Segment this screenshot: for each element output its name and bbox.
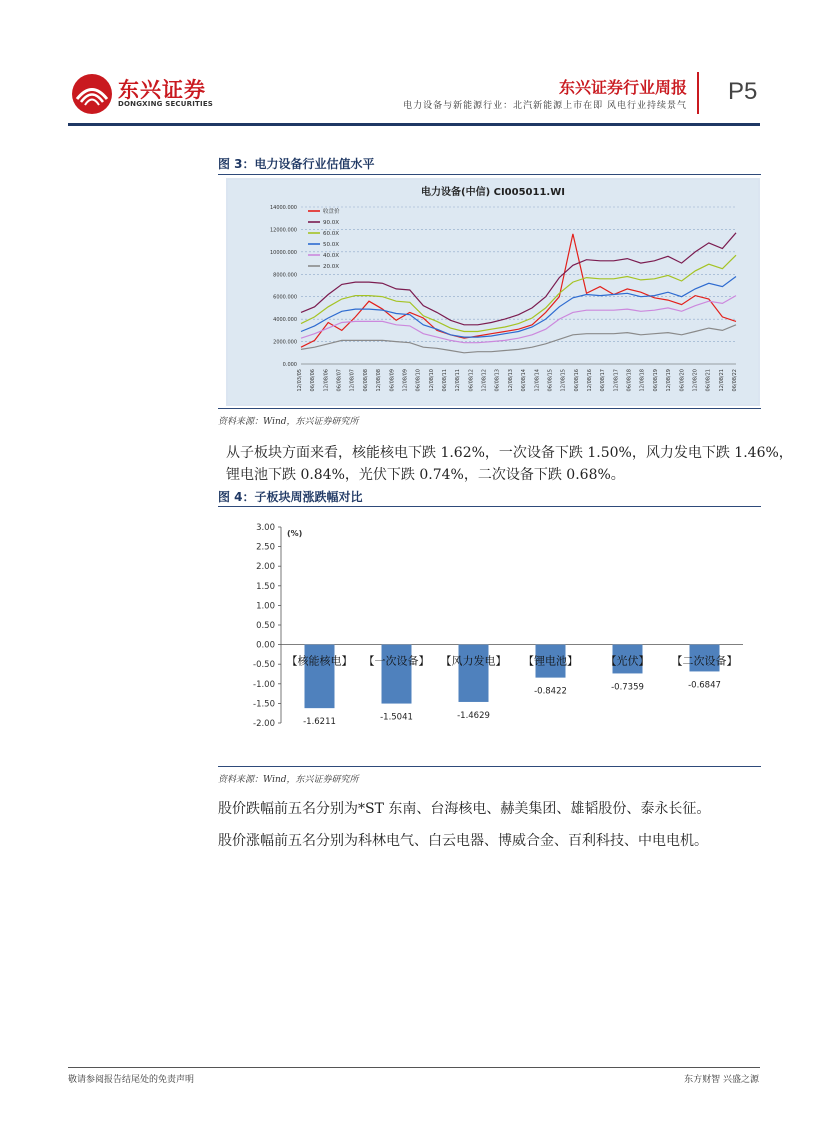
x-tick-label: 12/08/10: [428, 369, 435, 392]
category-label: 【核能核电】: [286, 654, 353, 668]
header-divider: [697, 72, 699, 114]
data-label: -0.6847: [688, 680, 721, 691]
logo-chinese-name: 东兴证券: [118, 78, 206, 102]
x-tick-label: 06/08/16: [573, 369, 580, 392]
unit-label: (%): [287, 529, 303, 538]
x-tick-label: 12/08/09: [402, 369, 409, 392]
y-tick-label: 0.00: [256, 640, 275, 651]
x-tick-label: 06/08/18: [626, 369, 633, 392]
x-tick-label: 12/08/06: [323, 369, 330, 392]
x-tick-label: 12/08/20: [692, 369, 699, 392]
figure4-caption: 图 4：子板块周涨跌幅对比: [218, 490, 363, 504]
data-label: -0.7359: [611, 682, 644, 693]
paragraph2: 股价跌幅前五名分别为*ST 东南、台海核电、赫美集团、雄韬股份、泰永长征。: [218, 801, 711, 817]
x-tick-label: 06/08/13: [494, 369, 501, 392]
paragraph1-line1: 从子板块方面来看，核能核电下跌 1.62%，一次设备下跌 1.50%，风力发电下跌 1.46%，: [226, 445, 793, 461]
x-tick-label: 12/08/17: [613, 369, 620, 392]
x-tick-label: 06/08/17: [600, 369, 607, 392]
dongxing-logo-icon: [70, 72, 114, 116]
y-tick-label: 0.50: [256, 621, 275, 631]
x-tick-label: 12/08/16: [587, 369, 593, 392]
bar-1: [382, 645, 412, 704]
y-tick-label: 0.000: [282, 362, 297, 368]
x-tick-label: 06/08/14: [521, 369, 528, 392]
x-tick-label: 12/08/15: [560, 369, 567, 392]
x-tick-label: 12/08/14: [534, 369, 541, 392]
x-tick-label: 06/08/08: [362, 369, 369, 392]
x-tick-label: 06/08/15: [547, 369, 554, 392]
y-tick-label: 10000.000: [269, 249, 297, 256]
x-tick-label: 12/03/05: [297, 369, 303, 392]
figure3-caption: 图 3：电力设备行业估值水平: [218, 157, 375, 171]
y-tick-label: -2.00: [253, 719, 275, 729]
y-tick-label: 14000.000: [269, 205, 297, 211]
legend-label: 90.0X: [323, 220, 340, 226]
x-tick-label: 06/08/06: [310, 369, 317, 392]
data-label: -1.4629: [457, 710, 490, 721]
footer-rule: [68, 1067, 760, 1068]
category-label: 【二次设备】: [671, 654, 738, 668]
y-tick-label: 3.00: [256, 523, 275, 533]
category-label: 【锂电池】: [523, 654, 578, 668]
figure3-source: 资料来源：Wind，东兴证券研究所: [218, 417, 359, 427]
x-tick-label: 06/08/21: [705, 369, 712, 392]
x-tick-label: 06/08/10: [415, 369, 422, 392]
legend-label: 60.0X: [323, 231, 340, 237]
report-subtitle: 电力设备与新能源行业：北汽新能源上市在即 风电行业持续景气: [403, 101, 687, 111]
y-tick-label: 1.00: [256, 601, 275, 612]
legend-label: 20.0X: [323, 264, 340, 270]
header-rule: [68, 123, 760, 126]
data-label: -0.8422: [534, 686, 567, 697]
y-tick-label: 4000.000: [273, 317, 297, 324]
y-tick-label: 2000.000: [273, 339, 297, 346]
x-tick-label: 06/08/11: [442, 369, 448, 392]
data-label: -1.6211: [303, 717, 336, 728]
x-tick-label: 06/08/12: [468, 369, 475, 392]
y-tick-label: -0.50: [253, 660, 275, 671]
x-tick-label: 12/08/07: [349, 369, 356, 392]
legend-label: 50.0X: [323, 242, 340, 248]
paragraph3: 股价涨幅前五名分别为科林电气、白云电器、博威合金、百利科技、中电电机。: [218, 833, 708, 849]
x-tick-label: 12/08/19: [666, 369, 673, 392]
x-tick-label: 12/08/08: [376, 369, 383, 392]
y-tick-label: -1.50: [253, 699, 275, 710]
figure3-bottom-rule: [218, 408, 761, 409]
figure4-top-rule: [218, 506, 761, 507]
bar-2: [459, 645, 489, 702]
footer-disclaimer: 敬请参阅报告结尾处的免责声明: [68, 1075, 195, 1085]
footer-slogan: 东方财智 兴盛之源: [684, 1075, 759, 1085]
category-label: 【一次设备】: [363, 654, 430, 668]
y-tick-label: 2.00: [256, 562, 275, 573]
x-tick-label: 06/08/20: [679, 369, 686, 392]
legend-label: 40.0X: [323, 253, 340, 259]
sub-sector-bar-chart: [218, 510, 761, 760]
y-tick-label: -1.00: [253, 679, 275, 690]
x-tick-label: 12/08/12: [481, 369, 488, 392]
y-tick-label: 2.50: [256, 542, 275, 553]
y-tick-label: 6000.000: [273, 294, 297, 301]
valuation-line-chart: [226, 178, 760, 406]
x-tick-label: 12/08/18: [639, 369, 646, 392]
report-title: 东兴证券行业周报: [558, 78, 687, 97]
x-tick-label: 12/08/11: [455, 369, 462, 392]
category-label: 【光伏】: [605, 654, 650, 668]
x-tick-label: 06/08/22: [732, 369, 738, 392]
y-tick-label: 1.50: [256, 581, 275, 592]
x-tick-label: 12/08/13: [507, 369, 514, 392]
paragraph1-line2: 锂电池下跌 0.84%，光伏下跌 0.74%，二次设备下跌 0.68%。: [226, 467, 625, 483]
category-label: 【风力发电】: [440, 654, 507, 668]
figure4-source: 资料来源：Wind，东兴证券研究所: [218, 775, 359, 785]
x-tick-label: 12/08/21: [718, 369, 725, 392]
figure4-bottom-rule: [218, 766, 761, 767]
y-tick-label: 8000.000: [273, 272, 297, 279]
line-chart-title: 电力设备(中信) CI005011.WI: [421, 187, 565, 198]
x-tick-label: 06/08/19: [652, 369, 659, 392]
x-tick-label: 06/08/09: [389, 369, 396, 392]
data-label: -1.5041: [380, 712, 413, 723]
legend-label: 收盘价: [323, 209, 340, 215]
y-tick-label: 12000.000: [269, 227, 297, 234]
x-tick-label: 06/08/07: [336, 369, 343, 392]
figure3-top-rule: [218, 174, 761, 175]
logo-english-name: DONGXING SECURITIES: [118, 100, 214, 108]
page-number: P5: [728, 78, 758, 105]
